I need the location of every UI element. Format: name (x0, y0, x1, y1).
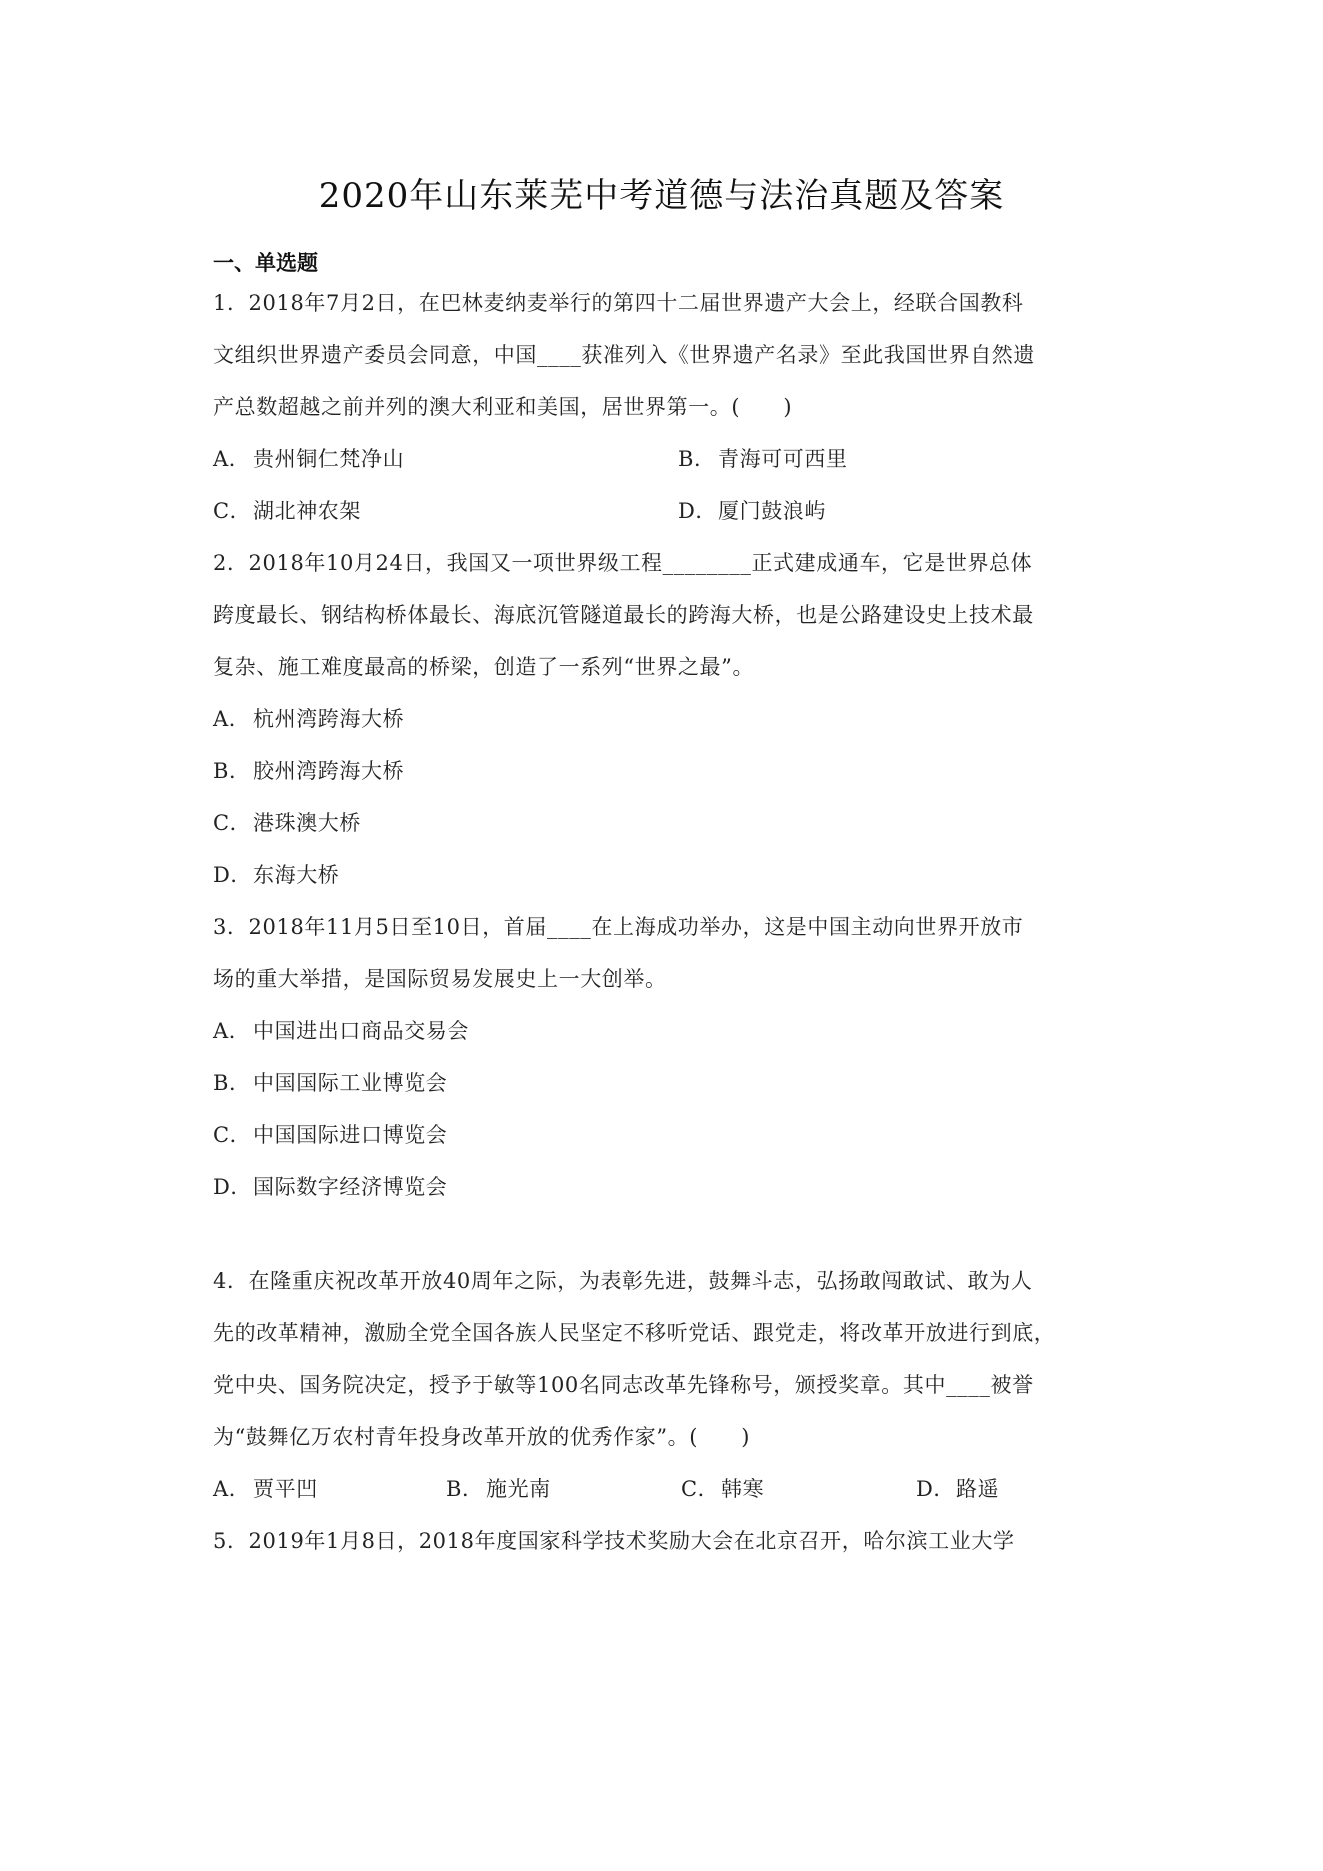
question-3-option-c (213, 1120, 447, 1150)
option-label: B． (446, 1477, 484, 1501)
option-label: C． (681, 1477, 720, 1501)
option-label: D． (213, 1175, 253, 1199)
option-label: B． (213, 759, 251, 783)
question-4-line-2: 先的改革精神，激励全党全国各族人民坚定不移听党话、跟党走，将改革开放进行到底， (213, 1321, 1056, 1345)
option-label: D． (213, 863, 253, 887)
question-4-line-4: 为“鼓舞亿万农村青年投身改革开放的优秀作家”。( ) (213, 1425, 751, 1449)
question-1-line-1: 1．2018年7月2日，在巴林麦纳麦举行的第四十二届世界遗产大会上，经联合国教科 (213, 291, 1024, 315)
option-label: C． (213, 499, 252, 523)
option-text: 韩寒 (721, 1477, 765, 1501)
question-1-option-c (213, 496, 361, 526)
question-3-line-1: 3．2018年11月5日至10日，首届____在上海成功举办，这是中国主动向世界开放市 (213, 915, 1024, 939)
option-label: A． (213, 1477, 251, 1501)
question-4-line-3: 党中央、国务院决定，授予于敏等100名同志改革先锋称号，颁授奖章。其中____被誉 (213, 1373, 1034, 1397)
option-text: 施光南 (486, 1477, 551, 1501)
option-text: 青海可可西里 (718, 447, 848, 471)
question-2-line-1: 2．2018年10月24日，我国又一项世界级工程________正式建成通车，它是世界总体 (213, 551, 1033, 575)
option-text: 湖北神农架 (253, 499, 361, 523)
question-3-option-a (213, 1016, 469, 1046)
question-2-line-2: 跨度最长、钢结构桥体最长、海底沉管隧道最长的跨海大桥，也是公路建设史上技术最 (213, 603, 1034, 627)
option-text: 贵州铜仁梵净山 (253, 447, 405, 471)
option-text: 港珠澳大桥 (253, 811, 361, 835)
question-2-option-a (213, 704, 404, 734)
option-text: 路遥 (956, 1477, 1000, 1501)
option-text: 中国国际工业博览会 (253, 1071, 448, 1095)
question-1-line-2: 文组织世界遗产委员会同意，中国____获准列入《世界遗产名录》至此我国世界自然遗 (213, 343, 1035, 367)
question-4-option-b (446, 1474, 551, 1504)
question-2-option-c (213, 808, 361, 838)
option-label: D． (678, 499, 718, 523)
option-label: D． (916, 1477, 956, 1501)
question-5-line-1: 5．2019年1月8日，2018年度国家科学技术奖励大会在北京召开，哈尔滨工业大学 (213, 1529, 1015, 1553)
option-text: 杭州湾跨海大桥 (253, 707, 405, 731)
option-text: 胶州湾跨海大桥 (253, 759, 405, 783)
question-4-option-d (916, 1474, 999, 1504)
option-label: A． (213, 707, 251, 731)
question-2-line-3: 复杂、施工难度最高的桥梁，创造了一系列“世界之最”。 (213, 655, 755, 679)
question-1-line-3: 产总数超越之前并列的澳大利亚和美国，居世界第一。( ) (213, 395, 793, 419)
question-1-option-b (678, 444, 848, 474)
option-label: C． (213, 1123, 252, 1147)
question-3-option-b (213, 1068, 447, 1098)
option-text: 国际数字经济博览会 (253, 1175, 448, 1199)
question-4-option-a (213, 1474, 318, 1504)
option-label: C． (213, 811, 252, 835)
question-1-option-d (678, 496, 826, 526)
page-title: 2020年山东莱芜中考道德与法治真题及答案 (318, 176, 1005, 216)
option-text: 中国进出口商品交易会 (253, 1019, 469, 1043)
question-3-option-d (213, 1172, 447, 1202)
option-label: A． (213, 447, 251, 471)
option-label: B． (678, 447, 716, 471)
question-1-option-a (213, 444, 404, 474)
question-2-option-d (213, 860, 339, 890)
question-3-line-2: 场的重大举措，是国际贸易发展史上一大创举。 (213, 967, 667, 991)
option-label: A． (213, 1019, 251, 1043)
section-heading: 一、单选题 (213, 250, 318, 275)
question-4-option-c (681, 1474, 764, 1504)
option-text: 中国国际进口博览会 (253, 1123, 448, 1147)
question-4-line-1: 4．在隆重庆祝改革开放40周年之际，为表彰先进，鼓舞斗志，弘扬敢闯敢试、敢为人 (213, 1269, 1033, 1293)
option-label: B． (213, 1071, 251, 1095)
question-2-option-b (213, 756, 404, 786)
option-text: 贾平凹 (253, 1477, 318, 1501)
option-text: 厦门鼓浪屿 (718, 499, 826, 523)
option-text: 东海大桥 (253, 863, 340, 887)
